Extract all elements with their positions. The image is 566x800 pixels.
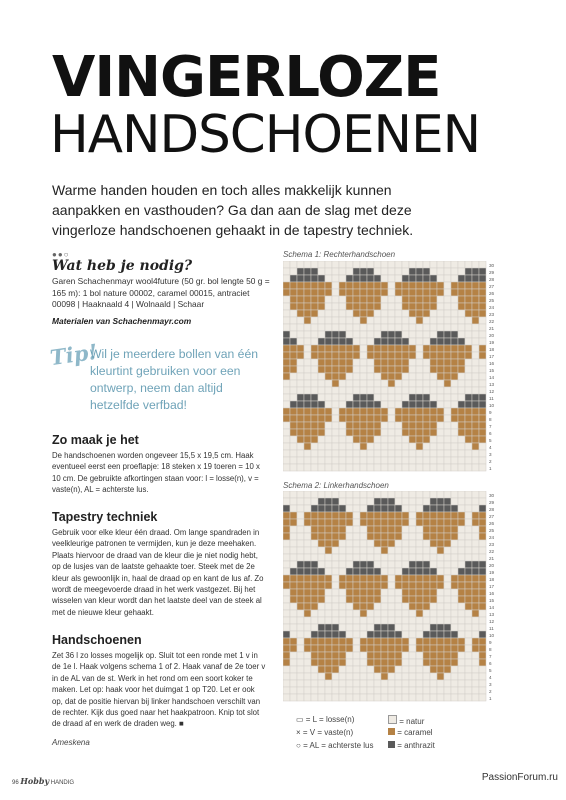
row-number: 4 [489, 675, 492, 680]
row-number: 25 [489, 298, 495, 303]
row-number: 2 [489, 459, 492, 464]
row-number: 19 [489, 340, 495, 345]
row-number: 23 [489, 542, 495, 547]
row-number: 25 [489, 528, 495, 533]
row-number: 20 [489, 333, 495, 338]
row-number: 18 [489, 347, 495, 352]
row-number: 1 [489, 696, 492, 701]
section-heading-tapestry: Tapestry techniek [52, 510, 158, 524]
row-number: 22 [489, 549, 495, 554]
row-number: 28 [489, 507, 495, 512]
chart-1-caption: Schema 1: Rechterhandschoen [283, 250, 396, 259]
row-number: 21 [489, 556, 495, 561]
row-number: 27 [489, 284, 495, 289]
row-number: 10 [489, 403, 495, 408]
section-heading-make: Zo maak je het [52, 433, 139, 447]
section-text-gloves: Zet 36 l zo losses mogelijk op. Sluit tot een ronde met 1 v in de 1e l. Haak volgens schema 1 of 2. Haak vanaf de 2e toer v in de AL van de st. Werk in het rond om een soort koker te maken. Let op: haak voor het duimgat 1 op T20. Let er ook op, dat de positie hiervan bij linker handschoen verschilt van de rechter. Kijk dus goed naar het haakpatroon. Knip tot slot de draad af en werk de draden weg. ■ [52, 651, 266, 729]
section-text-make: De handschoenen worden ongeveer 15,5 x 19,5 cm. Haak eventueel eerst een proeflapje: 18 steken x 19 toeren = 10 x 10 cm. De gebruikte afkortingen staan voor: l = losse(n), v = vaste(n), AL = achterste lus. [52, 451, 260, 495]
row-number: 20 [489, 563, 495, 568]
row-number: 27 [489, 514, 495, 519]
row-number: 28 [489, 277, 495, 282]
row-number: 9 [489, 410, 492, 415]
row-number: 16 [489, 361, 495, 366]
chart-2-grid [283, 491, 507, 716]
row-number: 10 [489, 633, 495, 638]
row-number: 26 [489, 291, 495, 296]
row-number: 29 [489, 270, 495, 275]
materials-heading: Wat heb je nodig? [52, 258, 193, 274]
section-text-tapestry: Gebruik voor elke kleur één draad. Om lange spandraden in veelkleurige patronen te vermijden, kun je deze meehaken. Plaats hiervoor de draad van de kleur die je niet nodig hebt, op de lusjes van de laatste gehaakte toer. Steek met de 2e kleur als gewoonlijk in, haal de draad op en kant de lus af. Zo wordt de meegevoerde draad in het werk vastgezet. Bij het wisselen van kleur wordt dan het laatste deel van de steek al met de nieuwe kleur gehaakt. [52, 528, 264, 617]
row-number: 24 [489, 305, 495, 310]
row-number: 5 [489, 438, 492, 443]
row-number: 15 [489, 368, 495, 373]
row-number: 23 [489, 312, 495, 317]
row-number: 11 [489, 396, 494, 401]
difficulty-dots: ●●○ [52, 250, 70, 259]
materials-link[interactable]: Materialen van Schachenmayr.com [52, 316, 192, 326]
row-number: 16 [489, 591, 495, 596]
legend-v: × = V = vaste(n) [296, 728, 354, 737]
row-number: 12 [489, 619, 495, 624]
source-credit: Ameskena [52, 738, 90, 747]
legend-l: ▭ = L = losse(n) [296, 715, 355, 724]
legend-anthrazit: = anthrazit [388, 741, 435, 750]
row-number: 22 [489, 319, 495, 324]
row-number: 26 [489, 521, 495, 526]
materials-text: Garen Schachenmayr wool4future (50 gr. bol lengte 50 g = 165 m): 1 bol nature 00002, caramel 00015, antraciet 00098 | Haaknaald 4 | Wolnaald | Schaar [52, 276, 270, 309]
row-number: 6 [489, 431, 492, 436]
row-number: 8 [489, 647, 492, 652]
legend-al: ○ = AL = achterste lus [296, 741, 374, 750]
intro-text: Warme handen houden en toch alles makkelijk kunnen aanpakken en vasthouden? Ga dan aan de slag met deze vingerloze handschoenen gehaakt in de tapestry techniek. [52, 182, 414, 238]
row-number: 7 [489, 424, 492, 429]
chart-1-grid [283, 261, 507, 486]
tip-label: Tip! [48, 338, 100, 371]
title-line-2: HANDSCHOENEN [50, 105, 481, 165]
title-line-1: VINGERLOZE [52, 45, 441, 110]
row-number: 19 [489, 570, 495, 575]
row-number: 13 [489, 382, 495, 387]
row-number: 14 [489, 605, 495, 610]
legend-caramel: = caramel [388, 728, 433, 737]
row-number: 6 [489, 661, 492, 666]
footer: 96 Hobby HANDIG [12, 776, 75, 786]
row-number: 9 [489, 640, 492, 645]
row-number: 13 [489, 612, 495, 617]
row-number: 17 [489, 354, 495, 359]
row-number: 18 [489, 577, 495, 582]
row-number: 30 [489, 263, 495, 268]
row-number: 1 [489, 466, 492, 471]
row-number: 15 [489, 598, 495, 603]
row-number: 14 [489, 375, 495, 380]
row-number: 3 [489, 682, 492, 687]
row-number: 3 [489, 452, 492, 457]
row-number: 11 [489, 626, 494, 631]
section-heading-gloves: Handschoenen [52, 633, 142, 647]
row-number: 7 [489, 654, 492, 659]
row-number: 8 [489, 417, 492, 422]
row-number: 21 [489, 326, 495, 331]
watermark: PassionForum.ru [481, 772, 558, 783]
tip-text: Wil je meerdere bollen van één kleurtint gebruiken voor een ontwerp, neem dan altijd hetzelfde verfbad! [90, 347, 259, 412]
row-number: 30 [489, 493, 495, 498]
row-number: 17 [489, 584, 495, 589]
row-number: 12 [489, 389, 495, 394]
row-number: 5 [489, 668, 492, 673]
legend-natur: = natur [388, 715, 424, 726]
row-number: 4 [489, 445, 492, 450]
row-number: 29 [489, 500, 495, 505]
row-number: 2 [489, 689, 492, 694]
chart-2-caption: Schema 2: Linkerhandschoen [283, 481, 389, 490]
row-number: 24 [489, 535, 495, 540]
